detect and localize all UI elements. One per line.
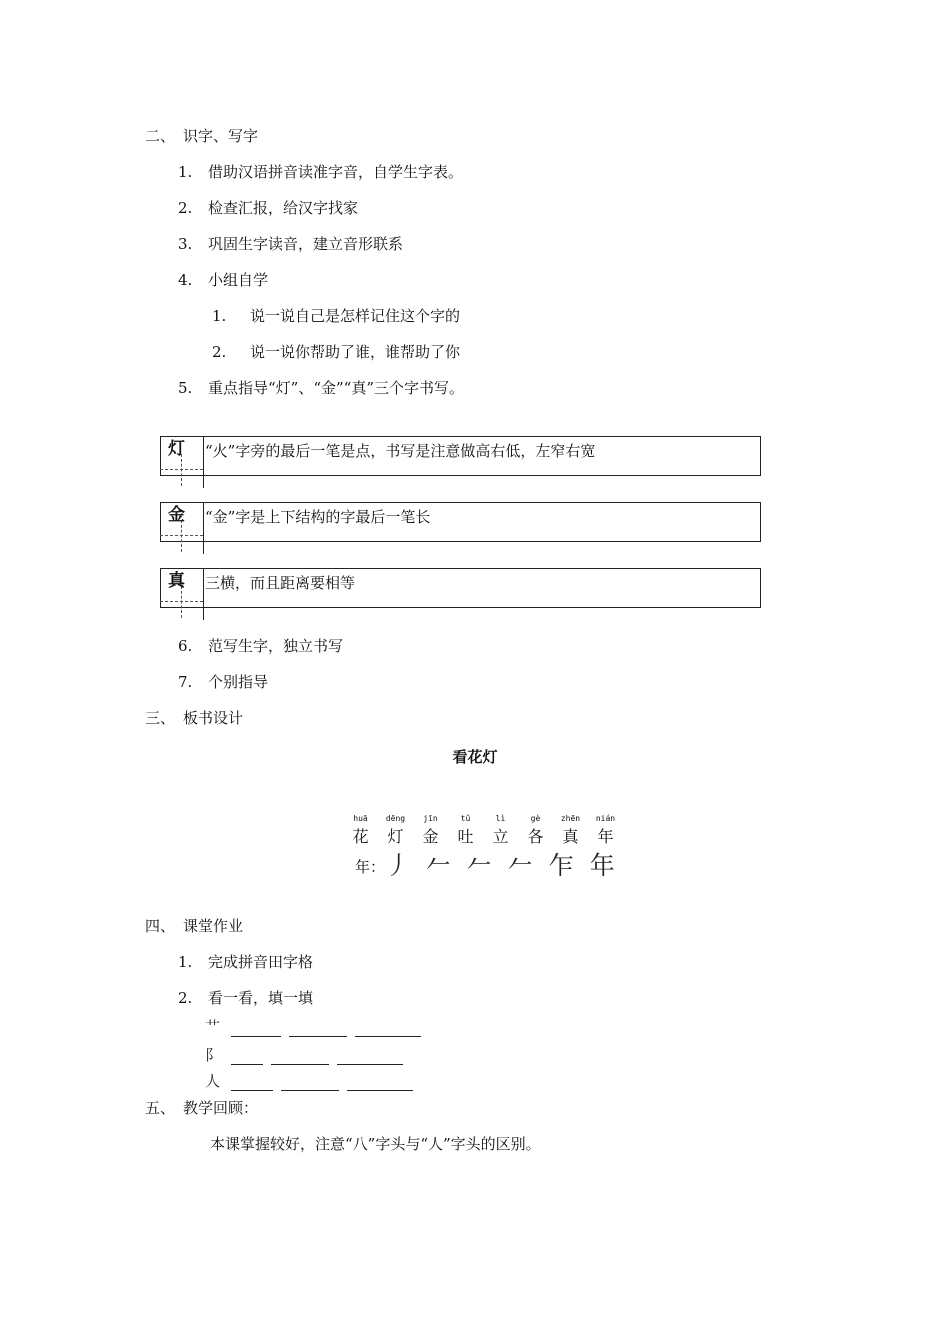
pinyin: gè <box>530 814 541 823</box>
char-guide-box <box>160 502 761 542</box>
item-text: 巩固生字读音，建立音形联系 <box>208 235 404 253</box>
pinyin-char <box>448 814 483 848</box>
pinyin-character-row <box>343 814 623 848</box>
stroke-order-row <box>355 852 619 880</box>
stroke-sequence: 丿 𠂉 𠂉 𠂉 乍 年 <box>385 851 619 880</box>
section-3-heading <box>145 708 243 728</box>
sub-list-item <box>212 306 460 326</box>
pinyin-char <box>378 814 413 848</box>
item-text: 范写生字，独立书写 <box>208 637 344 655</box>
sub-list-item <box>212 342 460 362</box>
list-item <box>178 952 313 972</box>
blank-line[interactable] <box>271 1050 329 1065</box>
item-number: 2. <box>178 199 193 217</box>
fill-blank-row <box>205 1016 429 1037</box>
radical: 人 <box>205 1072 221 1090</box>
char-guide-box <box>160 436 761 476</box>
list-item <box>178 198 358 218</box>
reflection-text: 本课掌握较好，注意“八”字头与“人”字头的区别。 <box>210 1135 541 1153</box>
list-item <box>178 672 268 692</box>
item-number: 1. <box>212 307 227 325</box>
section-number: 四、 <box>145 917 176 935</box>
char-guide-box <box>160 568 761 608</box>
list-item <box>178 636 343 656</box>
item-text: 个别指导 <box>208 673 269 691</box>
board-title: 看花灯 <box>452 748 498 766</box>
item-number: 2. <box>212 343 227 361</box>
tianzige-cell <box>160 568 204 620</box>
item-text: 看一看，填一填 <box>208 989 314 1007</box>
blank-line[interactable] <box>231 1076 273 1091</box>
guide-text: “金”字是上下结构的字最后一笔长 <box>205 508 431 526</box>
pinyin: dēng <box>385 814 406 823</box>
blank-line[interactable] <box>231 1050 263 1065</box>
section-title: 板书设计 <box>183 709 244 727</box>
pinyin-char <box>483 814 518 848</box>
pinyin: tǔ <box>460 814 471 823</box>
hanzi: 灯 <box>387 827 404 846</box>
hanzi: 金 <box>422 827 439 846</box>
pinyin: huā <box>353 814 368 823</box>
section-4-heading <box>145 916 243 936</box>
hanzi: 各 <box>527 827 544 846</box>
item-number: 4. <box>178 271 193 289</box>
guide-char: 真 <box>168 571 185 591</box>
item-number: 7. <box>178 673 193 691</box>
radical: ⻖ <box>205 1046 221 1064</box>
item-number: 1. <box>178 953 193 971</box>
guide-char: 灯 <box>168 439 185 459</box>
item-text: 说一说你帮助了谁，谁帮助了你 <box>250 343 461 361</box>
item-number: 3. <box>178 235 193 253</box>
item-text: 说一说自己是怎样记住这个字的 <box>250 307 461 325</box>
item-number: 6. <box>178 637 193 655</box>
pinyin: zhēn <box>560 814 581 823</box>
item-number: 1. <box>178 163 193 181</box>
tianzige-cell <box>160 436 204 488</box>
section-2-heading <box>145 126 258 146</box>
blank-line[interactable] <box>231 1022 281 1037</box>
blank-line[interactable] <box>337 1050 403 1065</box>
guide-text: 三横，而且距离要相等 <box>205 574 356 592</box>
list-item <box>178 988 313 1008</box>
item-text: 小组自学 <box>208 271 269 289</box>
list-item <box>178 378 464 398</box>
section-title: 课堂作业 <box>183 917 244 935</box>
item-text: 重点指导“灯”、“金”“真”三个字书写。 <box>208 379 465 397</box>
hanzi: 立 <box>492 827 509 846</box>
section-5-heading <box>145 1098 258 1118</box>
hanzi: 吐 <box>457 827 474 846</box>
section-title: 识字、写字 <box>183 127 259 145</box>
blank-line[interactable] <box>355 1022 421 1037</box>
pinyin-char <box>588 814 623 848</box>
pinyin-char <box>343 814 378 848</box>
list-item <box>178 270 268 290</box>
hanzi: 年 <box>597 827 614 846</box>
blank-line[interactable] <box>347 1076 413 1091</box>
pinyin: lì <box>495 814 506 823</box>
pinyin-char <box>518 814 553 848</box>
fill-blank-row <box>205 1070 421 1091</box>
item-number: 5. <box>178 379 193 397</box>
guide-char: 金 <box>168 505 185 525</box>
list-item <box>178 234 403 254</box>
blank-line[interactable] <box>289 1022 347 1037</box>
item-text: 借助汉语拼音读准字音，自学生字表。 <box>208 163 464 181</box>
section-title: 教学回顾： <box>183 1099 259 1117</box>
pinyin: jīn <box>423 814 438 823</box>
hanzi: 花 <box>352 827 369 846</box>
list-item <box>178 162 463 182</box>
blank-line[interactable] <box>281 1076 339 1091</box>
pinyin-char <box>413 814 448 848</box>
hanzi: 真 <box>562 827 579 846</box>
pinyin: nián <box>595 814 616 823</box>
item-text: 完成拼音田字格 <box>208 953 314 971</box>
section-number: 三、 <box>145 709 176 727</box>
item-text: 检查汇报，给汉字找家 <box>208 199 359 217</box>
section-number: 五、 <box>145 1099 176 1117</box>
radical: 艹 <box>205 1018 221 1036</box>
guide-text: “火”字旁的最后一笔是点，书写是注意做高右低，左窄右宽 <box>205 442 596 460</box>
stroke-label: 年： <box>355 858 386 876</box>
tianzige-cell <box>160 502 204 554</box>
fill-blank-row <box>205 1044 411 1065</box>
pinyin-char <box>553 814 588 848</box>
item-number: 2. <box>178 989 193 1007</box>
section-number: 二、 <box>145 127 176 145</box>
